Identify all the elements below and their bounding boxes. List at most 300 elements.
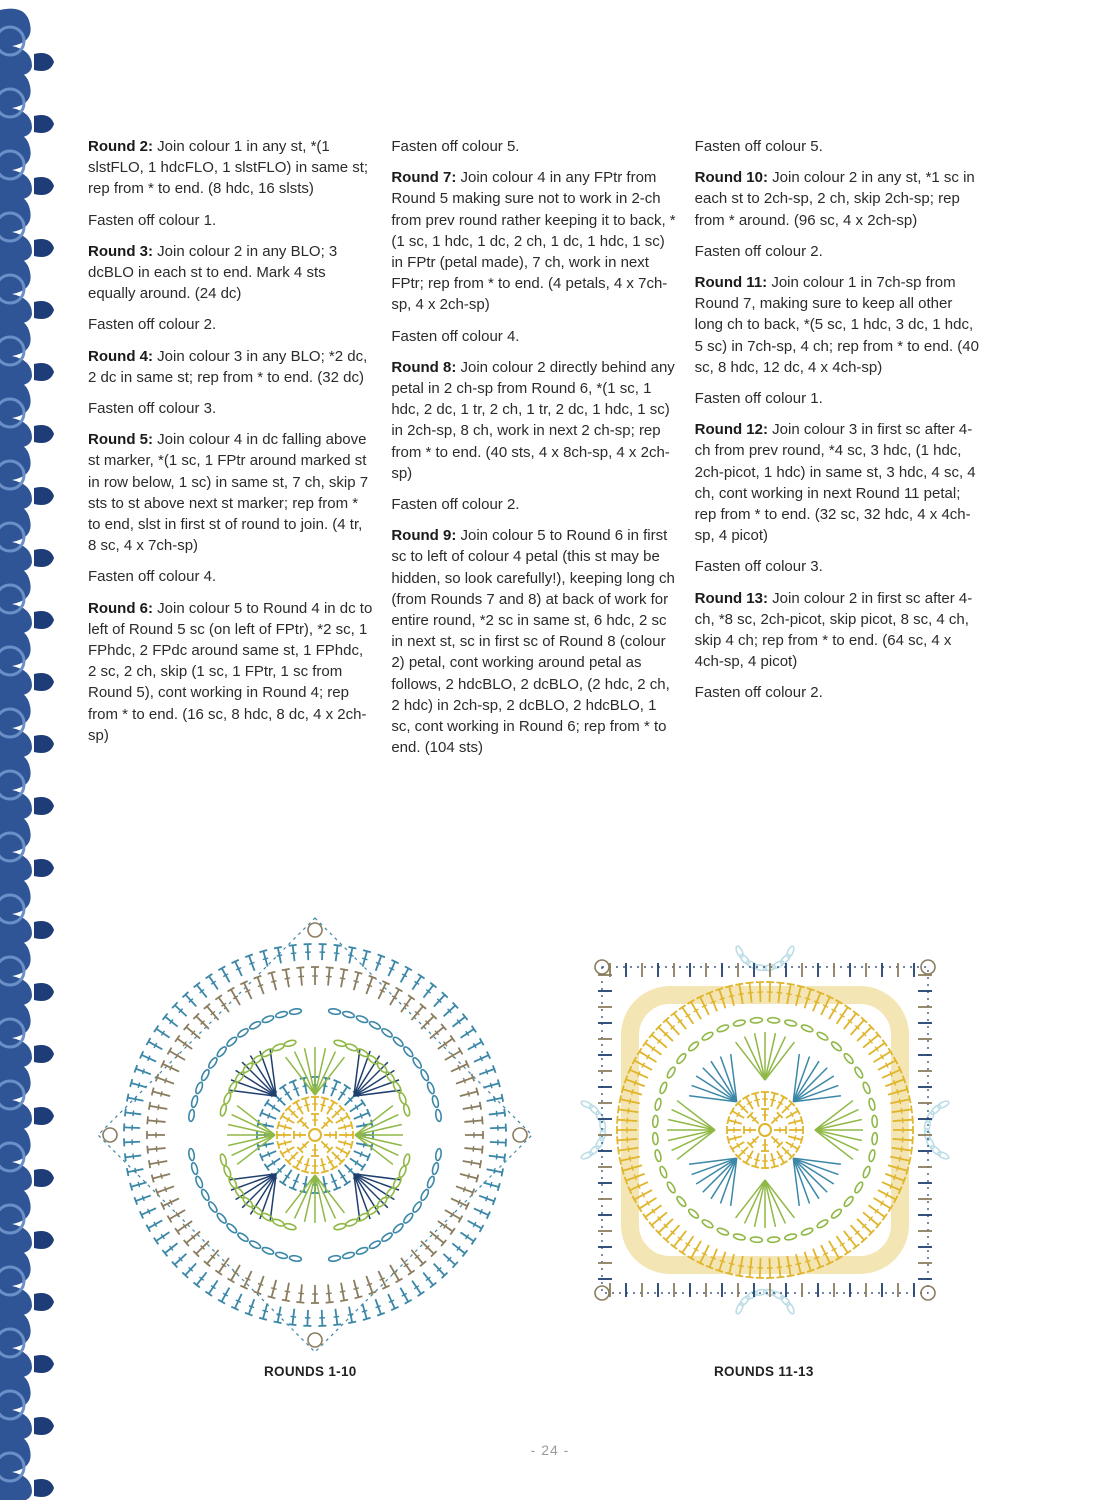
round-9-stitch [296, 967, 304, 968]
instruction-text: Fasten off colour 5. [391, 138, 520, 155]
round-label: Round 3: [88, 242, 153, 260]
round-10-stitch [504, 1109, 505, 1117]
round-9-stitch [149, 1102, 150, 1110]
round-3-stitch [801, 1116, 803, 1124]
round-9-stitch [147, 1146, 148, 1154]
round-11-chain [872, 1115, 878, 1127]
chain-stitch [398, 1092, 407, 1105]
chain-stitch [431, 1162, 439, 1175]
round-3-stitch [284, 1124, 285, 1129]
round-10-stitch [249, 962, 254, 964]
chain-stitch [420, 1188, 430, 1201]
round-9-stitch [472, 1074, 475, 1082]
round-12-stitch [748, 1267, 754, 1268]
round-10-stitch [504, 1154, 505, 1162]
round-10-stitch [496, 1111, 497, 1117]
instruction-text: Join colour 4 in dc falling above st marker, *(1 sc, 1 FPtr around marked st in row below, 1 sc) in same st, 7 ch, skip 7 sts to st above next st marker; rep from * to end, slst in first st of round to join. (4 tr, 8 sc, 4 x 7ch-sp) [88, 431, 369, 555]
chain-stitch [237, 1232, 250, 1243]
round-10-stitch [125, 1108, 126, 1116]
round-10-stitch [274, 1322, 282, 1324]
round-9-stitch [285, 978, 291, 979]
chain-stitch [195, 1081, 204, 1094]
round-3-stitch [754, 1099, 759, 1100]
round-3-stitch [304, 1104, 309, 1105]
round-3-stitch [320, 1104, 325, 1105]
round-3-stitch [320, 1164, 325, 1165]
chart-rounds-1-10 [90, 910, 540, 1360]
round-10-stitch [277, 955, 282, 956]
chain-stitch [392, 1222, 404, 1234]
round-9-stitch [340, 1291, 346, 1292]
round-label: Round 9: [391, 527, 457, 545]
faded-chain-stitch [588, 1104, 600, 1116]
round-10-stitch [334, 953, 340, 954]
round-11-chain [872, 1132, 878, 1144]
round-label: Round 8: [391, 358, 457, 376]
chart-rounds-11-13 [540, 905, 990, 1355]
round-11-chain [868, 1149, 876, 1162]
round-10-stitch [334, 945, 342, 946]
round-12-stitch [901, 1146, 902, 1152]
round-11-chain [853, 1066, 864, 1079]
caption-rounds-1-10: ROUNDS 1-10 [264, 1364, 357, 1379]
round-11-chain [666, 1181, 677, 1194]
picot-stitch [308, 1333, 322, 1347]
round-11-chain [750, 1237, 762, 1243]
round-9-stitch [175, 1228, 180, 1235]
chain-stitch [289, 1255, 302, 1262]
picot-stitch [513, 1128, 527, 1142]
chain-stitch [261, 1246, 274, 1255]
chain-stitch [345, 1043, 358, 1052]
faded-chain-stitch [786, 1302, 796, 1315]
round-10-stitch [363, 950, 371, 952]
chain-stitch [223, 1165, 232, 1178]
round-9-stitch [408, 1270, 415, 1275]
round-9-stitch [369, 1292, 377, 1295]
faded-chain-stitch [739, 953, 751, 965]
round-10-stitch [259, 950, 267, 952]
chain-stitch [216, 1046, 228, 1058]
chain-stitch [420, 1069, 430, 1082]
round-12-stitch [735, 1275, 743, 1276]
round-9-stitch [285, 1291, 291, 1292]
round-12-stitch [748, 992, 754, 993]
instruction-text: Join colour 5 to Round 6 in first sc to left of colour 4 petal (this st may be hidden, so look carefully!), keeping long ch (from Rounds 7 and 8) at back of work for entire round, *2 sc in same st, 6 hdc, 2 sc in next st, sc in first sc of Round 8 (colour 2) petal, cont working around petal as follows, 2 hdcBLO, 2 dcBLO, (2 hdc, 2 ch, 2 hdc) in 2ch-sp, 2 dcBLO, 2 hdcBLO, 1 sc, cont working in Round 6; rep from * to end. (104 sts) [391, 527, 675, 757]
round-3-stitch [771, 1092, 779, 1094]
round-12-stitch [912, 1116, 913, 1124]
round-label: Round 12: [694, 421, 768, 439]
round-10-stitch [138, 1083, 140, 1088]
round-10-stitch [362, 1310, 367, 1312]
round-9-stitch [450, 1035, 455, 1042]
round-instruction [391, 525, 676, 758]
round-12-stitch [776, 982, 784, 983]
round-9-stitch [271, 981, 276, 982]
round-10-stitch [348, 955, 353, 956]
chain-stitch [431, 1095, 439, 1108]
round-11-chain [801, 1024, 814, 1033]
fasten-off-note [88, 210, 373, 231]
round-3-stitch [301, 1171, 309, 1173]
round-3-stitch [770, 1099, 775, 1100]
chain-stitch [249, 1020, 262, 1030]
round-10-stitch [249, 1306, 254, 1308]
round-3-stitch [751, 1166, 759, 1168]
faded-chain-stitch [735, 945, 745, 958]
round-instruction [88, 429, 373, 556]
fasten-off-note [88, 314, 373, 335]
column-2 [391, 136, 694, 768]
petal-stitch [703, 1158, 737, 1192]
instructions [88, 136, 998, 768]
instruction-text: Join colour 1 in any st, *(1 slstFLO, 1 hdcFLO, 1 slstFLO) in same st; rep from * to end. (8 hdc, 16 slsts) [88, 138, 369, 198]
chain-stitch [228, 1176, 239, 1189]
chain-stitch [403, 1104, 411, 1117]
chain-stitch [368, 1020, 381, 1030]
round-9-stitch [482, 1116, 483, 1124]
round-10-stitch [496, 1154, 497, 1160]
round-10-stitch [486, 1069, 488, 1074]
instruction-text: Fasten off colour 2. [88, 316, 217, 334]
round-11-chain [733, 1233, 746, 1241]
chain-stitch [402, 1046, 414, 1058]
round-9-stitch [472, 1189, 475, 1197]
instruction-text: Fasten off colour 1. [88, 211, 217, 229]
instruction-text: Fasten off colour 2. [694, 242, 823, 260]
round-10-stitch [291, 953, 297, 954]
round-11-chain [716, 1024, 729, 1033]
round-9-stitch [165, 1078, 167, 1083]
chain-stitch [333, 1223, 346, 1231]
round-3-stitch [301, 1097, 309, 1099]
round-instruction [391, 167, 676, 315]
round-12-stitch [786, 1265, 792, 1266]
instruction-text: Join colour 3 in any BLO; *2 dc, 2 dc in same st; rep from * to end. (32 dc) [88, 347, 368, 386]
chain-stitch [368, 1240, 381, 1250]
round-9-stitch [158, 1105, 159, 1111]
chain-stitch [207, 1057, 218, 1070]
petal-stitch [242, 1062, 276, 1096]
round-9-stitch [271, 1288, 276, 1289]
fasten-off-note [695, 136, 980, 157]
round-instruction [88, 241, 373, 305]
chain-stitch [435, 1109, 442, 1122]
chain-stitch [219, 1104, 227, 1117]
round-10-stitch [133, 1111, 134, 1117]
round-10-stitch [362, 958, 367, 960]
round-10-stitch [502, 1168, 504, 1176]
petal-stitch [242, 1174, 276, 1208]
round-9-stitch [282, 969, 290, 970]
round-11-chain [853, 1181, 864, 1194]
round-9-stitch [355, 972, 363, 974]
round-9-stitch [175, 1035, 180, 1042]
round-10-stitch [135, 1168, 136, 1173]
round-12-stitch [619, 1095, 621, 1103]
faded-chain-stitch [930, 1104, 942, 1116]
round-9-stitch [158, 1160, 159, 1166]
round-4-stitch [293, 1180, 298, 1182]
round-3-stitch [771, 1166, 779, 1168]
round-3-stitch [734, 1119, 735, 1124]
round-9-stitch [468, 1091, 469, 1096]
round-12-stitch [738, 994, 744, 995]
round-3-stitch [321, 1097, 329, 1099]
round-11-chain [868, 1098, 876, 1111]
chain-stitch [426, 1081, 435, 1094]
round-9-stitch [340, 969, 348, 970]
round-10-stitch [498, 1183, 500, 1191]
faded-chain-stitch [580, 1151, 593, 1161]
chain-stitch [261, 1015, 274, 1024]
round-12-stitch [617, 1116, 618, 1124]
round-11-chain [816, 1031, 829, 1042]
round-12-stitch [787, 984, 795, 985]
chain-stitch [356, 1212, 369, 1223]
instruction-text: Fasten off colour 1. [694, 390, 823, 408]
round-label: Round 2: [88, 138, 153, 155]
chain-stitch [190, 1095, 198, 1108]
round-3-stitch [304, 1164, 309, 1165]
chain-stitch [207, 1201, 218, 1214]
round-9-stitch [367, 985, 372, 987]
round-9-stitch [149, 1160, 150, 1168]
round-4-stitch [360, 1113, 362, 1118]
instruction-text: Join colour 2 in any BLO; 3 dcBLO in each st to end. Mark 4 sts equally around. (24 dc) [88, 242, 338, 303]
round-3-stitch [751, 1092, 759, 1094]
chain-stitch [275, 1010, 288, 1018]
round-3-stitch [754, 1159, 759, 1160]
round-10-stitch [490, 1182, 492, 1187]
fasten-off-note [391, 326, 676, 347]
round-11-chain [830, 1040, 843, 1052]
round-11-chain [659, 1166, 668, 1179]
round-label: Round 6: [88, 599, 153, 617]
round-12-stitch [909, 1157, 911, 1165]
round-11-chain [733, 1019, 746, 1027]
round-11-chain [675, 1052, 687, 1065]
round-9-stitch [471, 1160, 472, 1166]
petal-stitch [354, 1174, 388, 1208]
round-3-stitch [351, 1121, 353, 1129]
fasten-off-note [88, 398, 373, 419]
round-9-stitch [326, 1302, 334, 1303]
round-11-chain [701, 1218, 714, 1229]
round-label: Round 5: [88, 431, 153, 449]
round-9-stitch [258, 1283, 263, 1285]
round-10-stitch [127, 1168, 129, 1176]
fasten-off-note [391, 494, 676, 515]
chain-stitch [355, 1015, 368, 1024]
round-9-stitch [268, 972, 276, 974]
round-9-stitch [480, 1102, 481, 1110]
chain-stitch [219, 1153, 227, 1166]
round-10-stitch [142, 1196, 144, 1201]
round-10-stitch [142, 1069, 144, 1074]
round-10-stitch [334, 1316, 340, 1317]
round-10-stitch [376, 962, 381, 964]
round-10-stitch [498, 1079, 500, 1087]
round-9-stitch [367, 1283, 372, 1285]
round-10-stitch [486, 1196, 488, 1201]
round-9-stitch [353, 1288, 358, 1289]
round-11-chain [843, 1195, 855, 1208]
round-4-stitch [332, 1088, 337, 1090]
chain-stitch [392, 1036, 404, 1048]
round-3-stitch [727, 1116, 729, 1124]
round-11-chain [654, 1149, 662, 1162]
round-10-stitch [263, 1310, 268, 1312]
chain-stitch [188, 1148, 195, 1161]
instruction-text: Join colour 2 in any st, *1 sc in each st to 2ch-sp, 2 ch, skip 2ch-sp; rep from * around. (96 sc, 4 x 2ch-sp) [694, 169, 975, 229]
round-12-stitch [617, 1136, 618, 1144]
round-3-stitch [794, 1135, 795, 1140]
chain-stitch [398, 1165, 407, 1178]
instruction-text: Fasten off colour 5. [694, 138, 823, 155]
faded-chain-stitch [739, 1295, 751, 1307]
chain-stitch [426, 1175, 435, 1188]
chain-stitch [345, 1218, 358, 1227]
round-12-stitch [901, 1108, 902, 1114]
round-11-chain [784, 1019, 797, 1027]
chain-stitch [195, 1175, 204, 1188]
chain-stitch [328, 1008, 341, 1015]
round-10-stitch [348, 1322, 356, 1324]
round-9-stitch [156, 1074, 159, 1082]
round-11-chain [862, 1081, 871, 1094]
round-4-stitch [360, 1152, 362, 1157]
round-10-stitch [125, 1153, 126, 1161]
round-10-stitch [138, 1182, 140, 1187]
round-11-chain [687, 1040, 700, 1052]
round-12-stitch [786, 994, 792, 995]
round-11-chain [666, 1066, 677, 1079]
round-9-stitch [482, 1146, 483, 1154]
chain-stitch [284, 1039, 297, 1047]
round-3-stitch [321, 1171, 329, 1173]
round-9-stitch [340, 1300, 348, 1301]
round-11-chain [816, 1218, 829, 1229]
round-12-stitch [911, 1147, 912, 1155]
round-3-stitch [351, 1141, 353, 1149]
round-9-stitch [152, 1088, 154, 1096]
page-number: - 24 - [530, 1442, 570, 1458]
round-12-stitch [738, 1265, 744, 1266]
round-10-stitch [133, 1154, 134, 1160]
round-9-stitch [254, 976, 262, 979]
round-12-stitch [628, 1108, 629, 1114]
round-9-stitch [268, 1296, 276, 1298]
round-10-stitch [376, 1306, 381, 1308]
round-12-stitch [911, 1105, 912, 1113]
round-10-stitch [274, 947, 282, 949]
instruction-text: Join colour 2 in first sc after 4-ch, *8 sc, 2ch-picot, skip picot, 8 sc, 4 ch, skip 4 ch; rep from * to end. (64 sc, 4 x 4ch-sp, 4 picot) [694, 589, 973, 671]
round-9-stitch [161, 1091, 162, 1096]
instruction-text: Fasten off colour 3. [694, 558, 823, 576]
chain-stitch [381, 1027, 394, 1038]
round-9-stitch [165, 1187, 167, 1192]
round-9-stitch [296, 1302, 304, 1303]
round-12-stitch [746, 1277, 754, 1278]
round-9-stitch [463, 1187, 465, 1192]
petal-stitch [793, 1158, 827, 1192]
chain-stitch [237, 1027, 250, 1038]
chain-stitch [333, 1039, 346, 1047]
picot-stitch [308, 923, 322, 937]
round-11-chain [701, 1031, 714, 1042]
round-11-chain [687, 1208, 700, 1220]
round-12-stitch [777, 992, 783, 993]
instruction-text: Join colour 5 to Round 4 in dc to left of Round 5 sc (on left of FPtr), *2 sc, 1 FPhdc, 2 FPdc around same st, 1 FPhdc, 2 sc, 2 ch, skip (1 sc, 1 FPtr, 1 sc from Round 5), cont working in Round 4; rep from * to end. (16 sc, 8 hdc, 8 dc, 4 x 2ch-sp) [88, 599, 373, 744]
chain-stitch [272, 1218, 285, 1227]
caption-rounds-11-13: ROUNDS 11-13 [714, 1364, 814, 1379]
round-10-stitch [130, 1183, 132, 1191]
round-9-stitch [282, 1300, 290, 1301]
chain-stitch [188, 1109, 195, 1122]
petal-stitch [793, 1068, 827, 1102]
round-12-stitch [618, 1147, 619, 1155]
chain-stitch [261, 1048, 274, 1059]
round-3-stitch [794, 1119, 795, 1124]
round-9-stitch [156, 1189, 159, 1197]
round-12-stitch [909, 1095, 911, 1103]
chain-stitch [226, 1222, 238, 1234]
round-3-stitch [727, 1136, 729, 1144]
instruction-text: Fasten off colour 2. [694, 684, 823, 702]
chain-stitch [381, 1232, 394, 1243]
round-instruction [391, 357, 676, 484]
round-11-chain [830, 1208, 843, 1220]
fasten-off-note [695, 241, 980, 262]
round-11-chain [652, 1115, 658, 1127]
round-4-stitch [293, 1088, 298, 1090]
round-9-stitch [215, 1270, 222, 1275]
round-12-stitch [618, 1105, 619, 1113]
chain-stitch [223, 1092, 232, 1105]
round-9-stitch [468, 1173, 469, 1178]
fasten-off-note [695, 388, 980, 409]
picot-stitch [103, 1128, 117, 1142]
chain-stitch [342, 1010, 355, 1018]
chain-stitch [412, 1057, 423, 1070]
round-10-stitch [130, 1079, 132, 1087]
round-11-chain [750, 1017, 762, 1023]
round-9-stitch [152, 1175, 154, 1183]
round-10-stitch [291, 1316, 297, 1317]
round-4-stitch [268, 1113, 270, 1118]
round-10-stitch [259, 1318, 267, 1320]
round-9-stitch [476, 1088, 478, 1096]
round-9-stitch [355, 1296, 363, 1298]
round-11-chain [716, 1227, 729, 1236]
round-12-stitch [777, 1267, 783, 1268]
chain-stitch [355, 1246, 368, 1255]
round-9-stitch [480, 1160, 481, 1168]
round-12-stitch [619, 1157, 621, 1165]
round-instruction [88, 346, 373, 388]
round-12-stitch [746, 982, 754, 983]
chain-stitch [342, 1251, 355, 1259]
instruction-text: Join colour 1 in 7ch-sp from Round 7, making sure to keep all other long ch to back, *(5 sc, 1 hdc, 3 dc, 1 hdc, 5 sc) in 7ch-sp, 4 ch; rep from * to end. (40 sc, 8 hdc, 12 dc, 4 x 4ch-sp) [694, 274, 979, 376]
round-9-stitch [369, 976, 377, 979]
round-3-stitch [344, 1140, 345, 1145]
chain-stitch [275, 1251, 288, 1259]
round-instruction [88, 598, 373, 746]
round-3-stitch [344, 1124, 345, 1129]
chain-stitch [249, 1240, 262, 1250]
chain-stitch [412, 1201, 423, 1214]
